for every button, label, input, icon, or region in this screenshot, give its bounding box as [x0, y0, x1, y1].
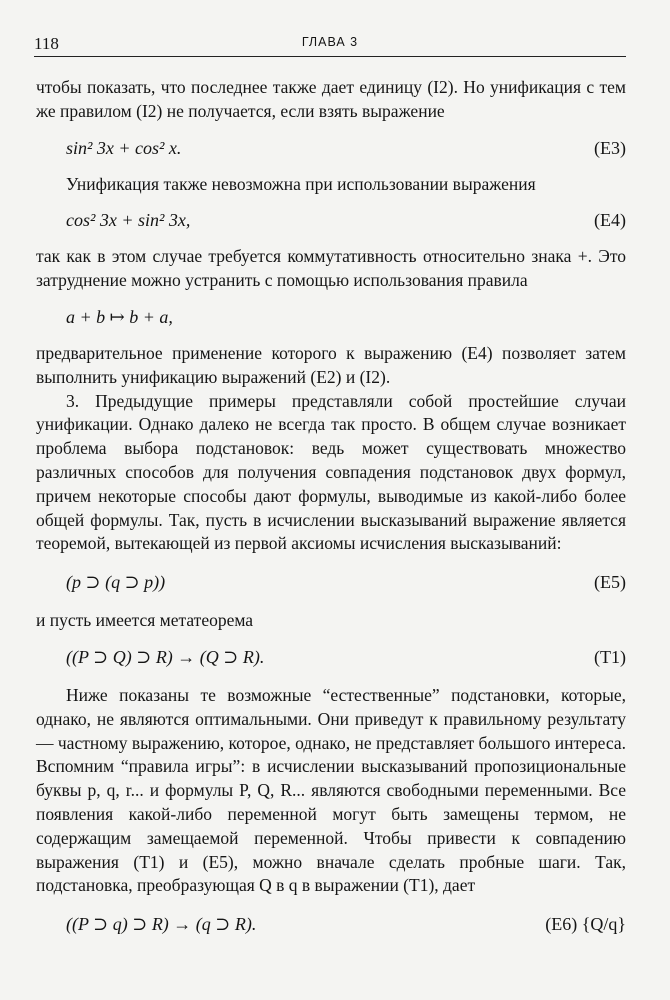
page-body	[36, 76, 626, 937]
paragraph-5: 3. Предыдущие примеры представляли собой простейшие случаи унификации. Однако далеко не всегда так просто. В общем случае возникает проблема выбора подстановок: ведь может существовать множество различных способов для получения совпадения подстановок двух формул, причем некоторые способы дают формулы, выводимые из какой-либо более общей формулы. Так, пусть в исчислении высказываний выражение является теоремой, вытекающей из первой аксиомы исчисления высказываний:	[36, 390, 626, 554]
rule-formula: a + b ↦ b + a,	[66, 306, 173, 327]
equation-t1-tag: (T1)	[594, 646, 626, 667]
paragraph-4: предварительное применение которого к выражению (E4) позволяет затем выполнить унификацию выражений (E2) и (I2).	[36, 342, 626, 387]
equation-t1-formula: ((P ⊃ Q) ⊃ R) → (Q ⊃ R).	[66, 646, 265, 667]
equation-e5-tag: (E5)	[594, 572, 626, 593]
paragraph-1: чтобы показать, что последнее также дает единицу (I2). Но унификация с тем же правилом (I2) не получается, если взять выражение	[36, 77, 626, 121]
running-title: ГЛАВА 3	[301, 35, 359, 49]
equation-commutativity-rule	[36, 305, 626, 330]
page-header	[34, 34, 626, 57]
equation-e4	[36, 208, 626, 233]
equation-e4-tag: (E4)	[594, 210, 626, 231]
equation-e3	[36, 136, 626, 161]
equation-e3-formula: sin² 3x + cos² x.	[66, 137, 182, 158]
equation-e4-formula: cos² 3x + sin² 3x,	[66, 210, 191, 231]
paragraph-6: и пусть имеется метатеорема	[36, 610, 254, 631]
equation-e6-tag: (E6) {Q/q}	[545, 914, 626, 935]
equation-e3-tag: (E3)	[594, 137, 626, 158]
paragraph-3: так как в этом случае требуется коммутативность относительно знака +. Это затруднение можно устранить с помощью использования правила	[36, 246, 626, 291]
paragraph-7: Ниже показаны те возможные “естественные” подстановки, которые, однако, не являются оптимальными. Они приведут к правильному результату — частному выражению, которое, однако, не представляет большого интереса. Вспомним “правила игры”: в исчислении высказываний пропозициональные буквы p, q, r... и формулы P, Q, R... являются свободными переменными. Все появления какой-либо переменной могут быть замещены термом, не содержащим замещаемой переменной. Чтобы привести к совпадению выражения (T1) и (E5), можно вначале сделать пробные шаги. Так, подстановка, преобразующая Q в q в выражении (T1), дает	[36, 684, 627, 896]
equation-e5	[36, 570, 626, 595]
page-number: 118	[34, 34, 59, 53]
equation-e6-formula: ((P ⊃ q) ⊃ R) → (q ⊃ R).	[66, 914, 257, 935]
equation-t1	[36, 645, 626, 670]
paragraph-2: Унификация также невозможна при использовании выражения	[66, 173, 536, 194]
equation-e5-formula: (p ⊃ (q ⊃ p))	[66, 572, 166, 593]
equation-e6	[36, 912, 626, 937]
